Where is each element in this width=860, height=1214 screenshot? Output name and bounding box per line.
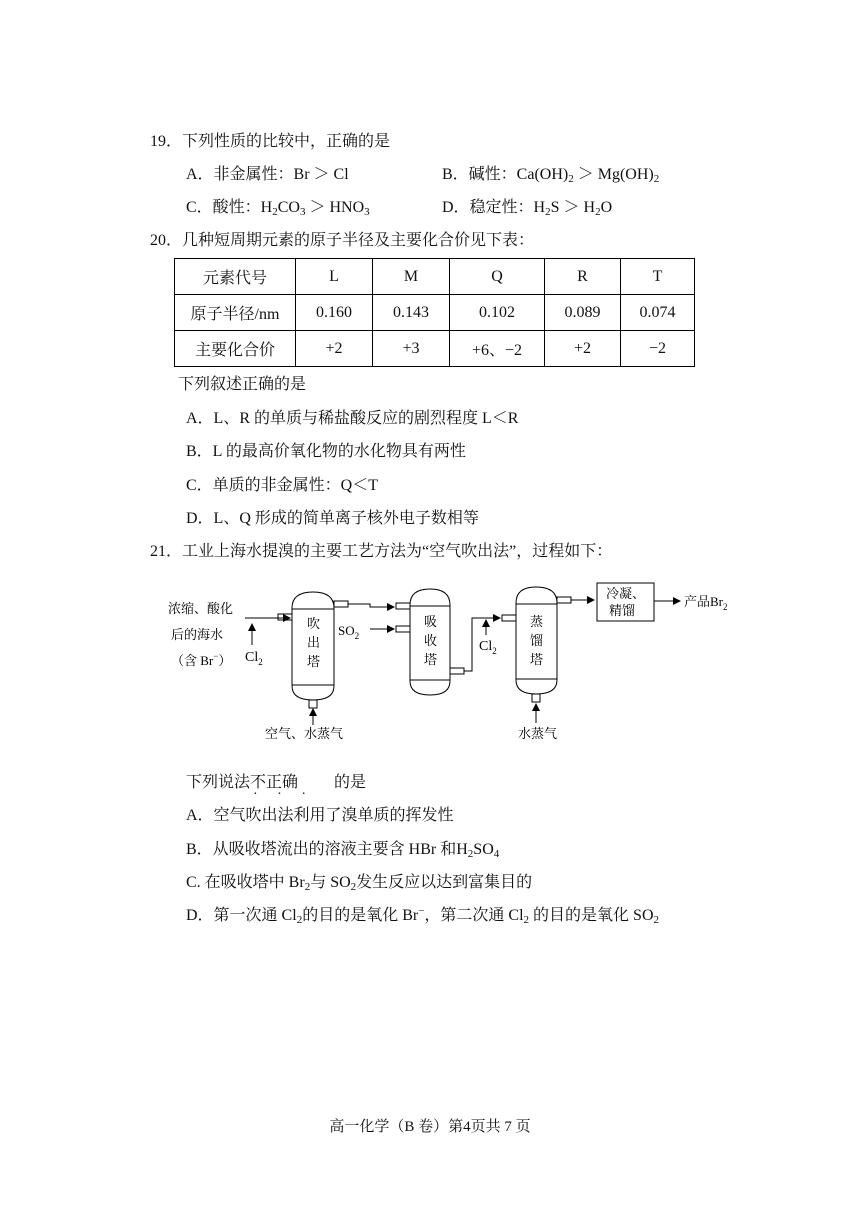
table-cell: 0.089 [545, 295, 621, 331]
q21-option-b: B．从吸收塔流出的溶液主要含 HBr 和$H_2SO_4$ [186, 841, 500, 860]
tower3-char-3: 塔 [530, 652, 544, 667]
tower1-char-2: 出 [307, 635, 321, 650]
q20-option-a: A．L、R 的单质与稀盐酸反应的剧烈程度 L＜R [186, 410, 519, 427]
cl2-label-1: $Cl_2$ [245, 650, 263, 667]
feed-label-3: （含 Br−） [171, 651, 232, 668]
table-cell: 主要化合价 [175, 331, 296, 367]
q21-option-d: D．第一次通 $Cl_2$的目的是氧化 Br−，第二次通 $Cl_2$ 的目的是氧化 $SO_2$ [186, 905, 660, 926]
table-cell: Q [450, 259, 545, 295]
table-cell: 0.143 [373, 295, 450, 331]
product-label: 产品$Br_2$ [684, 594, 728, 612]
table-cell: +2 [545, 331, 621, 367]
table-cell: 0.102 [450, 295, 545, 331]
q20-stem: 20．几种短周期元素的原子半径及主要化合价见下表： [150, 232, 535, 249]
so2-label: $SO_2$ [338, 623, 360, 641]
feed-label-2: 后的海水 [171, 627, 224, 642]
page-footer: 高一化学（B 卷）第4页共 7 页 [329, 1119, 531, 1135]
q21-option-c: C. 在吸收塔中 $Br_2$与 $SO_2$发生反应以达到富集目的 [186, 874, 533, 893]
tower2-char-1: 吸 [424, 614, 438, 629]
tower2-char-2: 收 [424, 633, 438, 648]
table-cell: 原子半径/nm [175, 295, 296, 331]
q19-option-b: B．碱性：$Ca(OH)_2 > Mg(OH)_2$ [442, 166, 660, 185]
tower2-char-3: 塔 [424, 652, 438, 667]
steam-label: 水蒸气 [518, 726, 558, 741]
table-cell: R [545, 259, 621, 295]
tower1-char-1: 吹 [307, 616, 321, 631]
tower3-char-1: 蒸 [530, 614, 544, 629]
table-cell: T [621, 259, 695, 295]
q20-lead: 下列叙述正确的是 [178, 376, 307, 393]
q19-option-a: A．非金属性：Br ＞ Cl [186, 166, 349, 183]
q19-option-c: C．酸性：$H_2CO_3 > HNO_3$ [186, 199, 370, 218]
q20-option-d: D．L、Q 形成的简单离子核外电子数相等 [186, 510, 479, 527]
feed-label-1: 浓缩、酸化 [168, 601, 234, 616]
q19-stem: 19．下列性质的比较中，正确的是 [150, 133, 391, 150]
box-label-2: 精馏 [609, 603, 636, 618]
cl2-label-2: $Cl_2$ [479, 639, 497, 656]
table-cell: +6、−2 [450, 331, 545, 367]
q21-stem: 21．工业上海水提溴的主要工艺方法为“空气吹出法”，过程如下： [150, 543, 613, 560]
table-cell: 0.160 [296, 295, 373, 331]
q20-option-c: C．单质的非金属性：Q＜T [186, 477, 379, 494]
tower3-char-2: 馏 [530, 633, 544, 648]
emphasis-dots: · · · [253, 787, 314, 802]
table-cell: +3 [373, 331, 450, 367]
table-cell: 0.074 [621, 295, 695, 331]
q20-option-b: B．L 的最高价氧化物的水化物具有两性 [186, 443, 466, 460]
table-cell: L [296, 259, 373, 295]
air-steam-label: 空气、水蒸气 [265, 726, 344, 741]
table-cell: 元素代号 [175, 259, 296, 295]
q21-lead: 下列说法不正确 的是 [186, 774, 367, 791]
table-cell: −2 [621, 331, 695, 367]
box-label-1: 冷凝、 [606, 586, 646, 601]
tower1-char-3: 塔 [307, 654, 321, 669]
q19-option-d: D．稳定性：$H_2S > H_2O$ [442, 199, 613, 218]
emphasis-not-correct: 不正确 [250, 774, 299, 791]
table-cell: M [373, 259, 450, 295]
table-cell: +2 [296, 331, 373, 367]
q21-option-a: A．空气吹出法利用了溴单质的挥发性 [186, 807, 454, 824]
